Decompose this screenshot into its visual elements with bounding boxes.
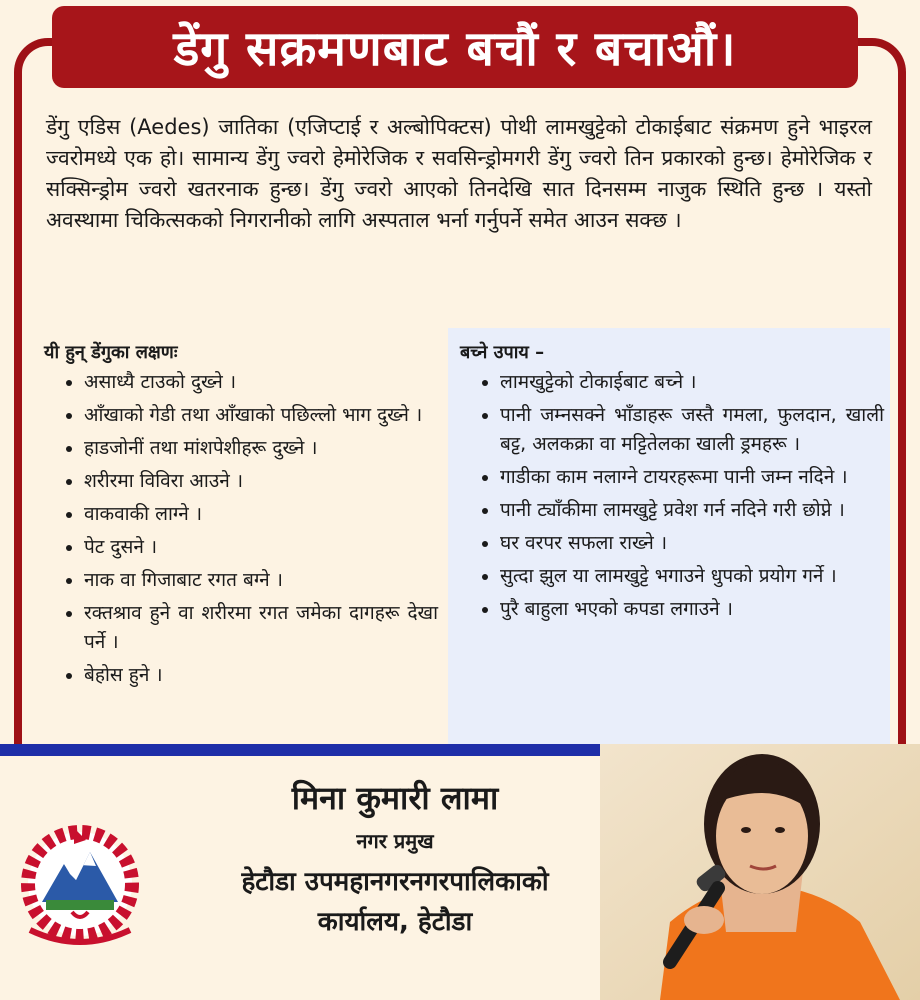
list-item: • बेहोस हुने ।: [84, 661, 438, 690]
list-item: • रक्तश्राव हुने वा शरीरमा रगत जमेका दागहरू देखा पर्ने ।: [84, 599, 438, 657]
list-item: • घर वरपर सफला राख्ने ।: [500, 529, 884, 558]
prevention-list: [460, 368, 884, 624]
page-title: डेंगु सक्रमणबाट बचौं र बचाऔं।: [173, 20, 737, 77]
list-item: • गाडीका काम नलाग्ने टायरहरूमा पानी जम्न नदिने ।: [500, 463, 884, 492]
nepal-emblem-icon: [12, 822, 148, 952]
prevention-section: [448, 328, 890, 744]
office-line-1: हेटौडा उपमहानगरनगरपालिकाको: [241, 867, 549, 897]
list-item: • लामखुट्टेको टोकाईबाट बच्ने ।: [500, 368, 884, 397]
portrait-photo: [600, 712, 920, 1000]
list-item: • पानी जम्नसक्ने भाँडाहरू जस्तै गमला, फुलदान, खाली बट्ट, अलकक्रा वा मट्टितेलका खाली ड्रमहरू ।: [500, 401, 884, 459]
symptoms-section: [44, 340, 438, 694]
list-item: • शरीरमा विविरा आउने ।: [84, 467, 438, 496]
signatory-role: नगर प्रमुख: [356, 829, 434, 853]
list-item: • आँखाको गेडी तथा आँखाको पछिल्लो भाग दुख्ने ।: [84, 401, 438, 430]
signatory-name: मिना कुमारी लामा: [291, 779, 499, 817]
intro-paragraph: डेंगु एडिस (Aedes) जातिका (एजिप्टाई र अल्बोपिक्टस) पोथी लामखुट्टेको टोकाईबाट संक्रमण हुने भाइरल ज्वरोमध्ये एक हो। सामान्य डेंगु ज्वरो हेमोरेजिक र सवसिन्ड्रोमगरी डेंगु ज्वरो तिन प्रकारको हुन्छ। हेमोरेजिक र सक्सिन्ड्रोम ज्वरो खतरनाक हुन्छ। डेंगु ज्वरो आएको तिनदेखि सात दिनसम्म नाजुक स्थिति हुन्छ । यस्तो अवस्थामा चिकित्सकको निगरानीको लागि अस्पताल भर्ना गर्नुपर्ने समेत आउन सक्छ ।: [46, 115, 872, 232]
list-item: • पानी ट्याँकीमा लामखुट्टे प्रवेश गर्न नदिने गरी छोप्ने ।: [500, 496, 884, 525]
list-item: • पुरै बाहुला भएको कपडा लगाउने ।: [500, 595, 884, 624]
list-item: • पेट दुसने ।: [84, 533, 438, 562]
office-line-2: कार्यालय, हेटौडा: [317, 907, 473, 937]
symptoms-heading: यी हुन् डेंगुका लक्षणः: [44, 342, 178, 363]
list-item: • असाध्यै टाउको दुख्ने ।: [84, 368, 438, 397]
list-item: • हाडजोनीं तथा मांशपेशीहरू दुख्ने ।: [84, 434, 438, 463]
list-item: • वाकवाकी लाग्ने ।: [84, 500, 438, 529]
title-banner: [52, 6, 858, 88]
prevention-heading: बच्ने उपाय –: [460, 342, 545, 363]
signature-block: [160, 776, 630, 942]
list-item: • नाक वा गिजाबाट रगत बग्ने ।: [84, 566, 438, 595]
list-item: • सुत्दा झुल या लामखुट्टे भगाउने धुपको प्रयोग गर्ने ।: [500, 562, 884, 591]
symptoms-list: [44, 368, 438, 690]
